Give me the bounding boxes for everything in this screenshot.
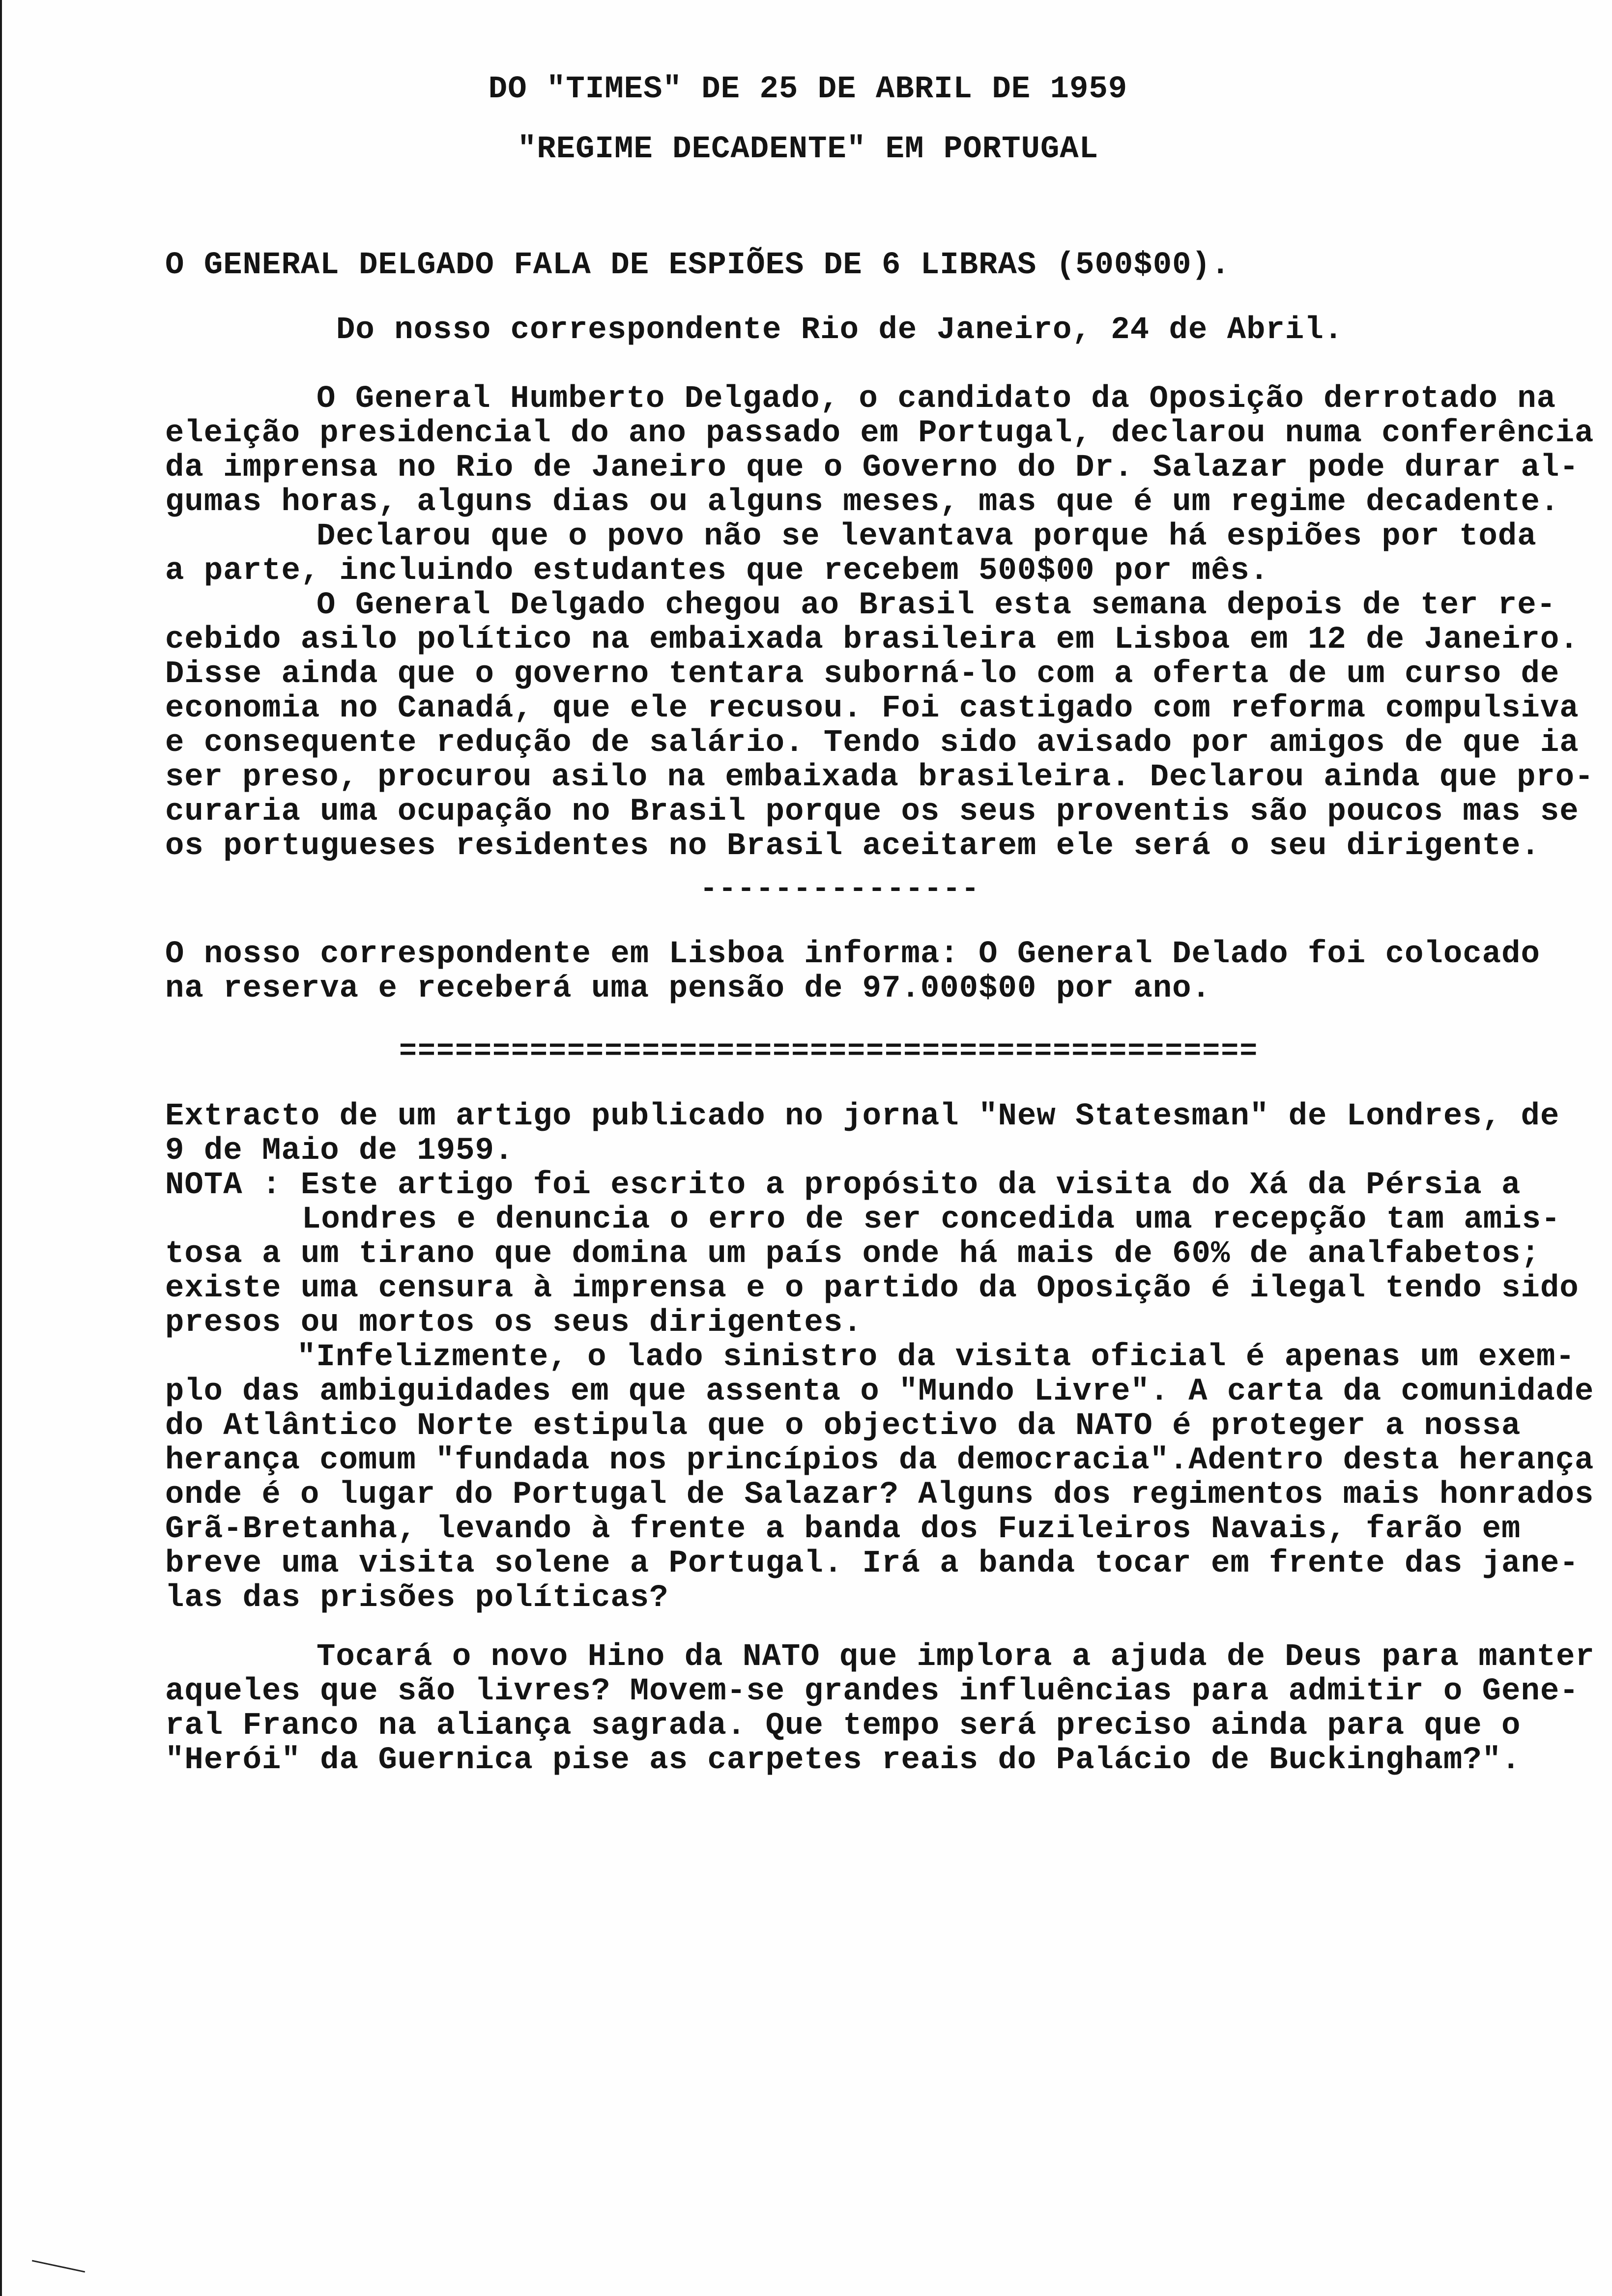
quote-line: Grã-Bretanha, levando à frente a banda dos Fuzileiros Navais, farão em xyxy=(165,1512,1521,1547)
lisbon-report-line: na reserva e receberá uma pensão de 97.000$00 por ano. xyxy=(165,971,1211,1006)
article-line: e consequente redução de salário. Tendo sido avisado por amigos de que ia xyxy=(165,725,1579,761)
section-divider: --------------- xyxy=(700,873,980,906)
note-line: Londres e denuncia o erro de ser concedida uma recepção tam amis- xyxy=(302,1202,1561,1237)
note-line: NOTA : Este artigo foi escrito a propósito da visita do Xá da Pérsia a xyxy=(165,1168,1521,1203)
quote-line: las das prisões políticas? xyxy=(165,1580,669,1616)
byline: Do nosso correspondente Rio de Janeiro, 24 de Abril. xyxy=(336,313,1344,348)
article-line: Disse ainda que o governo tentara suborná-lo com a oferta de um curso de xyxy=(165,657,1560,692)
article-line: gumas horas, alguns dias ou alguns meses, mas que é um regime decadente. xyxy=(165,485,1560,520)
article-line: economia no Canadá, que ele recusou. Foi castigado com reforma compulsiva xyxy=(165,691,1579,726)
note-line: tosa a um tirano que domina um país onde há mais de 60% de analfabetos; xyxy=(165,1236,1540,1272)
article-line: O General Humberto Delgado, o candidato da Oposição derrotado na xyxy=(317,381,1556,417)
closing-line: aqueles que são livres? Movem-se grandes influências para admitir o Gene- xyxy=(165,1674,1579,1709)
quote-line: onde é o lugar do Portugal de Salazar? Alguns dos regimentos mais honrados xyxy=(165,1477,1594,1513)
article-line: os portugueses residentes no Brasil aceitarem ele será o seu dirigente. xyxy=(165,829,1540,864)
quote-line: herança comum "fundada nos princípios da democracia".Adentro desta herança xyxy=(165,1443,1594,1478)
headline: O GENERAL DELGADO FALA DE ESPIÕES DE 6 LIBRAS (500$00). xyxy=(165,248,1231,283)
article-line: ser preso, procurou asilo na embaixada brasileira. Declarou ainda que pro- xyxy=(165,760,1594,795)
closing-line: ral Franco na aliança sagrada. Que tempo será preciso ainda para que o xyxy=(165,1708,1521,1744)
quote-line: "Infelizmente, o lado sinistro da visita oficial é apenas um exem- xyxy=(297,1340,1575,1375)
header-title: "REGIME DECADENTE" EM PORTUGAL xyxy=(517,132,1099,167)
article-line: Declarou que o povo não se levantava porque há espiões por toda xyxy=(317,519,1537,554)
closing-line: Tocará o novo Hino da NATO que implora a ajuda de Deus para manter xyxy=(317,1639,1595,1675)
article-line: a parte, incluindo estudantes que recebem 500$00 por mês. xyxy=(165,553,1269,589)
extract-intro-line: Extracto de um artigo publicado no jornal "New Statesman" de Londres, de xyxy=(165,1099,1560,1134)
article-line: cebido asilo político na embaixada brasileira em Lisboa em 12 de Janeiro. xyxy=(165,622,1579,658)
article-line: curaria uma ocupação no Brasil porque os seus proventis são poucos mas se xyxy=(165,794,1579,830)
lisbon-report-line: O nosso correspondente em Lisboa informa: O General Delado foi colocado xyxy=(165,937,1540,972)
article-line: da imprensa no Rio de Janeiro que o Governo do Dr. Salazar pode durar al- xyxy=(165,450,1579,486)
extract-intro-line: 9 de Maio de 1959. xyxy=(165,1133,514,1169)
note-line: existe uma censura à imprensa e o partido da Oposição é ilegal tendo sido xyxy=(165,1271,1579,1306)
article-line: eleição presidencial do ano passado em Portugal, declarou numa conferência xyxy=(165,416,1594,451)
note-line: presos ou mortos os seus dirigentes. xyxy=(165,1305,863,1341)
quote-line: plo das ambiguidades em que assenta o "Mundo Livre". A carta da comunidade xyxy=(165,1374,1594,1409)
scan-artifact xyxy=(32,2260,85,2273)
header-source: DO "TIMES" DE 25 DE ABRIL DE 1959 xyxy=(488,72,1128,107)
quote-line: do Atlântico Norte estipula que o objectivo da NATO é proteger a nossa xyxy=(165,1408,1521,1444)
double-divider: ============================================== xyxy=(399,1035,1259,1068)
quote-line: breve uma visita solene a Portugal. Irá a banda tocar em frente das jane- xyxy=(165,1546,1579,1581)
closing-line: "Herói" da Guernica pise as carpetes reais do Palácio de Buckingham?". xyxy=(165,1743,1521,1778)
article-line: O General Delgado chegou ao Brasil esta semana depois de ter re- xyxy=(317,588,1556,623)
